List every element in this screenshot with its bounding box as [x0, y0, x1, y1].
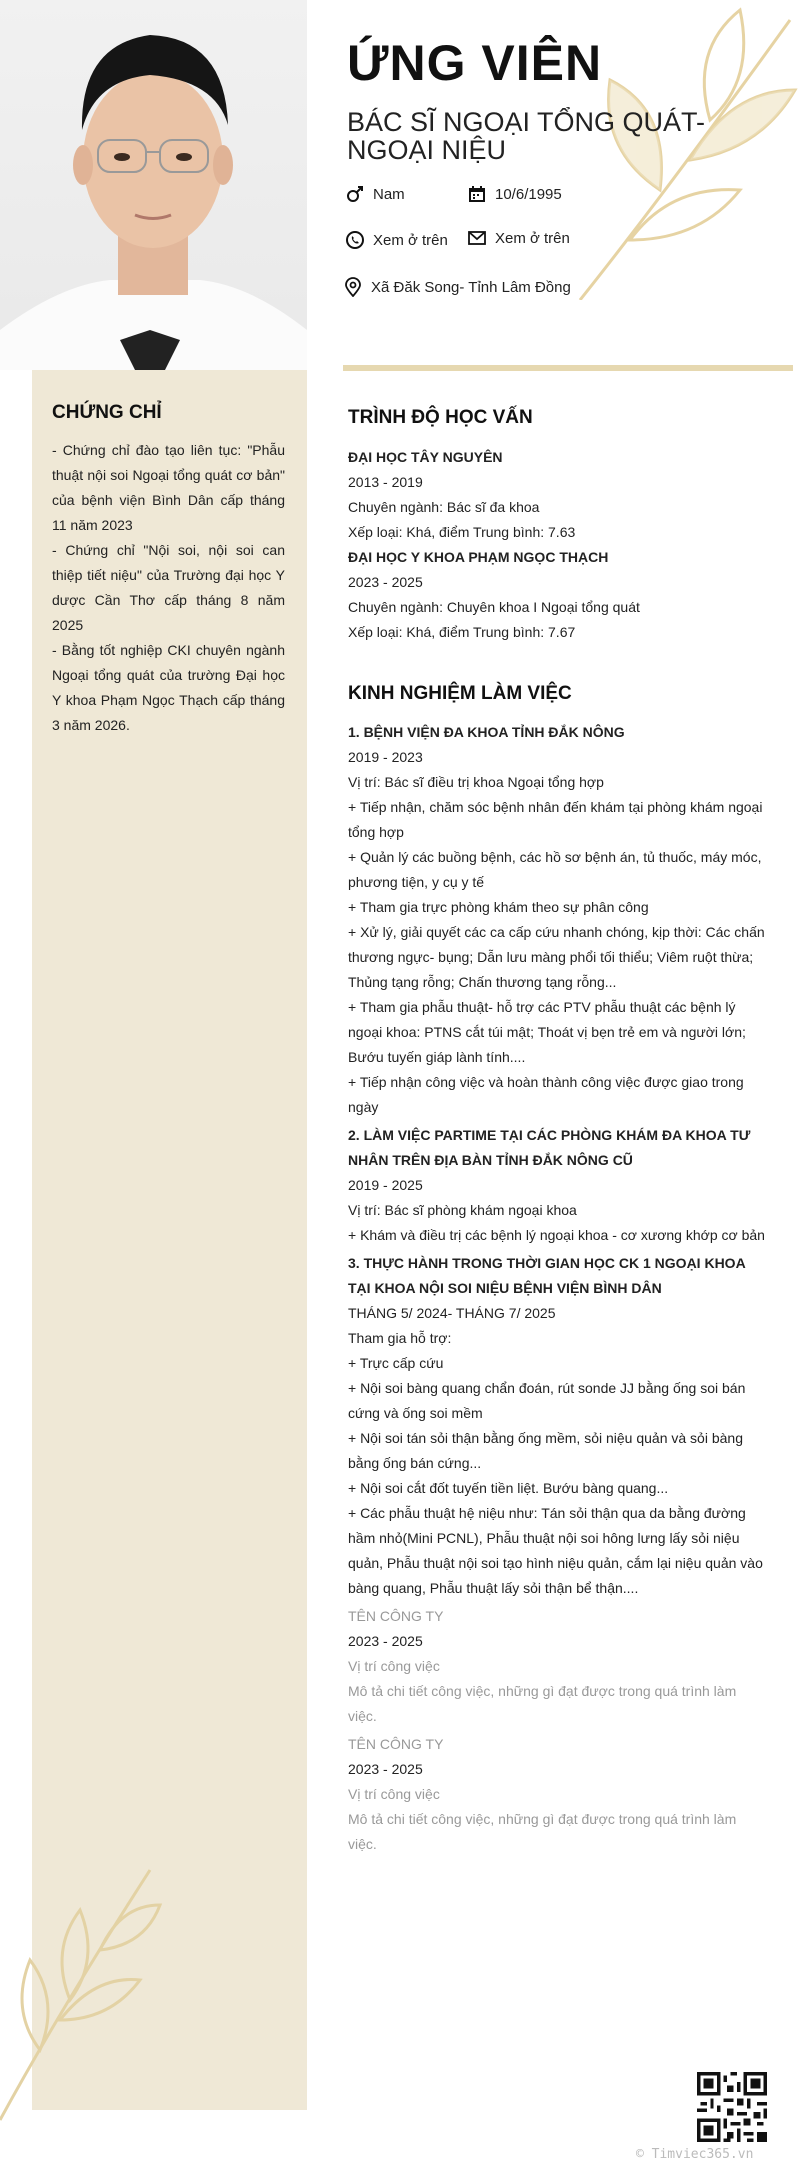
phone-value: Xem ở trên — [373, 231, 448, 249]
school-major: Chuyên ngành: Bác sĩ đa khoa — [348, 499, 540, 515]
leaf-decoration-bottom-icon — [0, 1850, 170, 2130]
location-pin-icon — [343, 277, 363, 297]
education-title: TRÌNH ĐỘ HỌC VẤN — [348, 407, 533, 428]
job-company: 3. THỰC HÀNH TRONG THỜI GIAN HỌC CK 1 NGOẠI KHOA TẠI KHOA NỘI SOI NIỆU BỆNH VIỆN BÌNH DÂN — [348, 1255, 746, 1296]
education-section — [348, 445, 768, 645]
phone-info — [345, 230, 448, 250]
certificates-list — [52, 438, 285, 738]
job-company: 2. LÀM VIỆC PARTIME TẠI CÁC PHÒNG KHÁM ĐA KHOA TƯ NHÂN TRÊN ĐỊA BÀN TỈNH ĐẮK NÔNG CŨ — [348, 1127, 751, 1168]
job-line: + Nội soi bàng quang chẩn đoán, rút sonde JJ bằng ống soi bán cứng và ống soi mềm — [348, 1380, 746, 1421]
job-line: + Tham gia trực phòng khám theo sự phân công — [348, 899, 649, 915]
certificate-item: - Chứng chỉ đào tạo liên tục: "Phẫu thuật nội soi Ngoại tổng quát cơ bản" của bệnh viện Bình Dân cấp tháng 11 năm 2023 — [52, 442, 285, 533]
job-line: + Trực cấp cứu — [348, 1355, 444, 1371]
job-line: + Khám và điều trị các bệnh lý ngoại khoa - cơ xương khớp cơ bản — [348, 1227, 765, 1243]
dob-value: 10/6/1995 — [495, 185, 562, 203]
job-line: + Nội soi cắt đốt tuyến tiền liệt. Bướu bàng quang... — [348, 1480, 669, 1496]
placeholder-company: TÊN CÔNG TY — [348, 1736, 444, 1752]
mail-icon — [467, 228, 487, 248]
candidate-photo — [0, 0, 307, 370]
job-line: + Tiếp nhận công việc và hoàn thành công việc được giao trong ngày — [348, 1074, 744, 1115]
qr-code-icon — [697, 2072, 767, 2142]
address-info — [343, 277, 571, 297]
job-line: + Quản lý các buồng bệnh, các hồ sơ bệnh án, tủ thuốc, máy móc, phương tiện, y cụ y tế — [348, 849, 762, 890]
school-period: 2013 - 2019 — [348, 474, 423, 490]
email-info — [467, 228, 570, 248]
placeholder-position: Vị trí công việc — [348, 1786, 440, 1802]
certificate-item: - Bằng tốt nghiệp CKI chuyên ngành Ngoại tổng quát của trường Đại học Y khoa Phạm Ngọc Thạch cấp tháng 3 năm 2026. — [52, 642, 285, 733]
gender-icon — [345, 184, 365, 204]
job-company: 1. BỆNH VIỆN ĐA KHOA TỈNH ĐẮK NÔNG — [348, 724, 625, 740]
address-value: Xã Đăk Song- Tỉnh Lâm Đồng — [371, 278, 571, 296]
school-major: Chuyên ngành: Chuyên khoa I Ngoại tổng quát — [348, 599, 640, 615]
school-name: ĐẠI HỌC Y KHOA PHẠM NGỌC THẠCH — [348, 549, 609, 565]
job-line: + Tiếp nhận, chăm sóc bệnh nhân đến khám tại phòng khám ngoại tổng hợp — [348, 799, 763, 840]
placeholder-company: TÊN CÔNG TY — [348, 1608, 444, 1624]
job-line: Tham gia hỗ trợ: — [348, 1330, 452, 1346]
candidate-name: ỨNG VIÊN — [347, 35, 603, 91]
placeholder-desc: Mô tả chi tiết công việc, những gì đạt được trong quá trình làm việc. — [348, 1811, 737, 1852]
header-divider — [343, 365, 793, 371]
school-name: ĐẠI HỌC TÂY NGUYÊN — [348, 449, 503, 465]
placeholder-desc: Mô tả chi tiết công việc, những gì đạt được trong quá trình làm việc. — [348, 1683, 737, 1724]
school-period: 2023 - 2025 — [348, 574, 423, 590]
phone-icon — [345, 230, 365, 250]
job-period: 2019 - 2023 — [348, 749, 423, 765]
placeholder-period: 2023 - 2025 — [348, 1633, 423, 1649]
job-title: BÁC SĨ NGOẠI TỔNG QUÁT- NGOẠI NIỆU — [347, 107, 706, 165]
certificate-item: - Chứng chỉ "Nội soi, nội soi can thiệp tiết niệu" của Trường đại học Y dược Cần Thơ cấp tháng 8 năm 2025 — [52, 542, 285, 633]
school-grade: Xếp loại: Khá, điểm Trung bình: 7.67 — [348, 624, 576, 640]
experience-section — [348, 720, 768, 1857]
job-line: Vị trí: Bác sĩ điều trị khoa Ngoại tổng hợp — [348, 774, 604, 790]
job-line: Vị trí: Bác sĩ phòng khám ngoại khoa — [348, 1202, 577, 1218]
watermark: © Timviec365.vn — [636, 2147, 754, 2162]
job-period: 2019 - 2025 — [348, 1177, 423, 1193]
job-line: + Các phẫu thuật hệ niệu như: Tán sỏi thận qua da bằng đường hầm nhỏ(Mini PCNL), Phẫu thuật nội soi hông lưng lấy sỏi niệu quản, Phẫu thuật nội soi tạo hình niệu quản, cắm lại niệu quản vào bàng quang, Phẫu thuật lấy sỏi thận bể thận.... — [348, 1505, 763, 1596]
email-value: Xem ở trên — [495, 229, 570, 247]
certificates-title: CHỨNG CHỈ — [52, 402, 162, 423]
school-grade: Xếp loại: Khá, điểm Trung bình: 7.63 — [348, 524, 576, 540]
job-line: + Tham gia phẫu thuật- hỗ trợ các PTV phẫu thuật các bệnh lý ngoại khoa: PTNS cắt túi mật; Thoát vị bẹn trẻ em và người lớn; Bướu tuyến giáp lành tính.... — [348, 999, 746, 1065]
job-period: THÁNG 5/ 2024- THÁNG 7/ 2025 — [348, 1305, 556, 1321]
gender-value: Nam — [373, 185, 405, 203]
job-line: + Nội soi tán sỏi thận bằng ống mềm, sỏi niệu quản và sỏi bàng bằng ống bán cứng... — [348, 1430, 743, 1471]
job-line: + Xử lý, giải quyết các ca cấp cứu nhanh chóng, kịp thời: Các chấn thương ngực- bụng; Dẫn lưu màng phổi tối thiểu; Viêm ruột thừa; Thủng tạng rỗng; Chấn thương tạng rỗng... — [348, 924, 765, 990]
calendar-icon — [467, 184, 487, 204]
placeholder-period: 2023 - 2025 — [348, 1761, 423, 1777]
gender-info — [345, 184, 405, 204]
experience-title: KINH NGHIỆM LÀM VIỆC — [348, 683, 572, 704]
dob-info — [467, 184, 562, 204]
placeholder-position: Vị trí công việc — [348, 1658, 440, 1674]
